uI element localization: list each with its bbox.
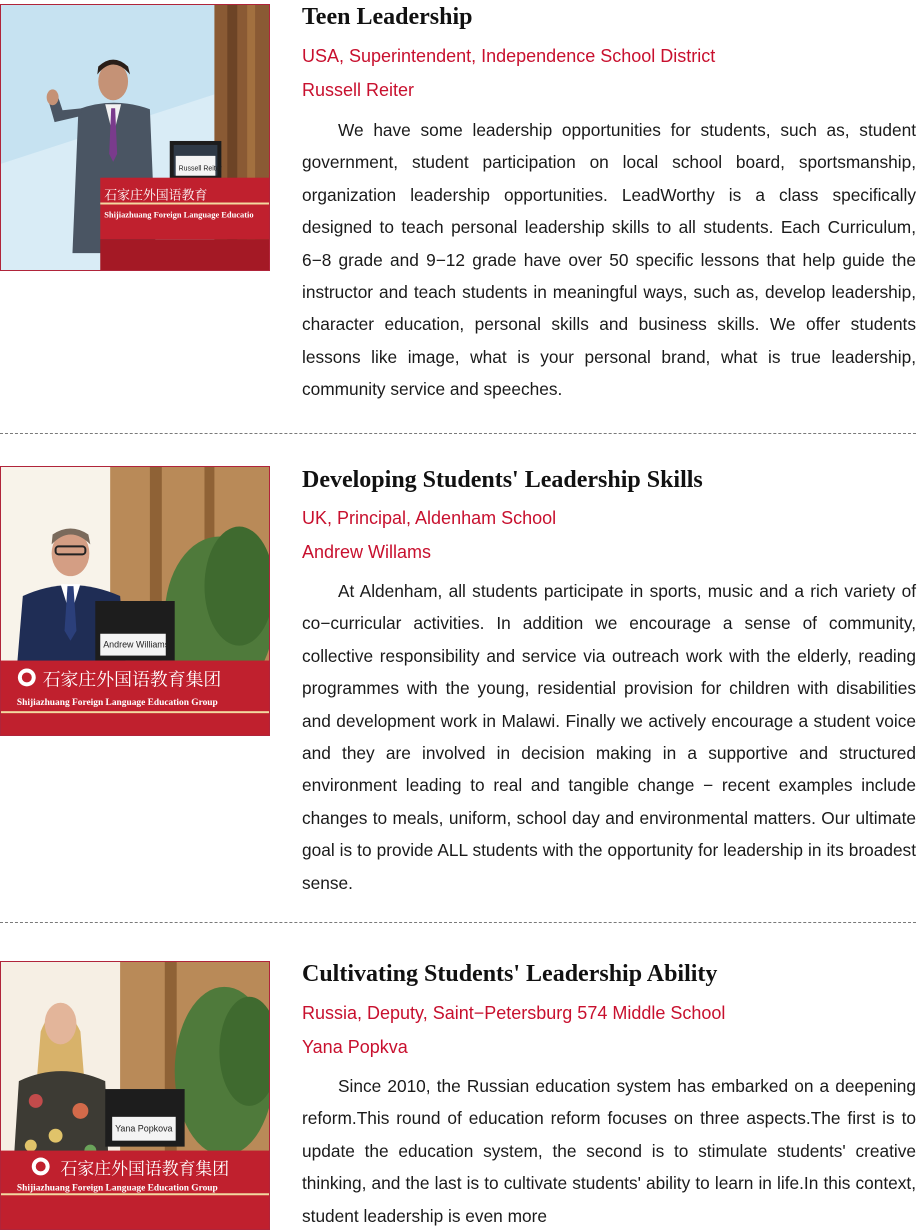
- section-body: At Aldenham, all students participate in sports, music and a rich variety of co−curricular activities. In addition we encourage a sense of community, collective responsibility and service via outreach work with the elderly, reading programmes with the young, residential provision for children with disabilities and development work in Malawi. Finally we actively encourage a student voice and they are involved in decision making in a supportive and structured environment leading to real and tangible change − recent examples include changes to meals, uniform, school day and environmental matters. Our ultimate goal is to provide ALL students with the opportunity for leadership in its broadest sense.: [302, 581, 916, 893]
- nameplate-text: Russell Reiter: [178, 165, 222, 173]
- podium-speaker-illustration: [1, 5, 269, 270]
- podium-speaker-illustration: [1, 962, 269, 1229]
- speaker-role: Russia, Deputy, Saint−Petersburg 574 Middle School: [302, 1003, 726, 1023]
- nameplate-text: Andrew Williams: [103, 639, 170, 650]
- section-divider: [0, 433, 916, 434]
- podium-english-text: Shijiazhuang Foreign Language Education Group: [16, 1183, 218, 1194]
- podium-english-text: Shijiazhuang Foreign Language Educatio: [104, 209, 254, 220]
- section-title: Teen Leadership: [302, 4, 473, 30]
- speaker-name: Yana Popkva: [302, 1037, 408, 1057]
- podium-chinese-text: 石家庄外国语教育集团: [42, 669, 222, 691]
- speaker-role: USA, Superintendent, Independence School District: [302, 46, 716, 66]
- section-title: Developing Students' Leadership Skills: [302, 467, 703, 493]
- nameplate-text: Yana Popkova: [115, 1123, 173, 1134]
- section-title: Cultivating Students' Leadership Ability: [302, 961, 718, 987]
- speaker-text-3: [302, 957, 916, 1232]
- speaker-text-2: [302, 462, 916, 899]
- speaker-photo-yana-popkva: [0, 961, 270, 1230]
- section-body: Since 2010, the Russian education system has embarked on a deepening reform.This round of education reform focuses on three aspects.The first is to update the education system, the second is to stimulate students' creative thinking, and the last is to cultivate students' ability to learn in life.In this context, student leadership is even more: [302, 1076, 916, 1226]
- podium-chinese-text: 石家庄外国语教育集团: [60, 1158, 230, 1179]
- speaker-text-1: [302, 0, 916, 406]
- podium-english-text: Shijiazhuang Foreign Language Education Group: [16, 698, 218, 709]
- speaker-photo-andrew-willams: [0, 466, 270, 736]
- podium-chinese-text: 石家庄外国语教育: [104, 188, 208, 204]
- speaker-photo-russell-reiter: [0, 4, 270, 271]
- speaker-role: UK, Principal, Aldenham School: [302, 508, 557, 528]
- podium-speaker-illustration: [1, 467, 269, 735]
- section-body: We have some leadership opportunities for students, such as, student government, student participation on local school board, sportsmanship, organization leadership opportunities. LeadWorthy is a class specifically designed to teach personal leadership skills to all students. Each Curriculum, 6−8 grade and 9−12 grade have over 50 specific lessons that help guide the instructor and teach students in meaningful ways, such as, develop leadership, character education, personal skills and business skills. We offer students lessons like image, what is your personal brand, what is true leadership, community service and speeches.: [302, 120, 916, 400]
- section-divider: [0, 922, 916, 923]
- speaker-name: Russell Reiter: [302, 80, 415, 100]
- speaker-name: Andrew Willams: [302, 542, 432, 562]
